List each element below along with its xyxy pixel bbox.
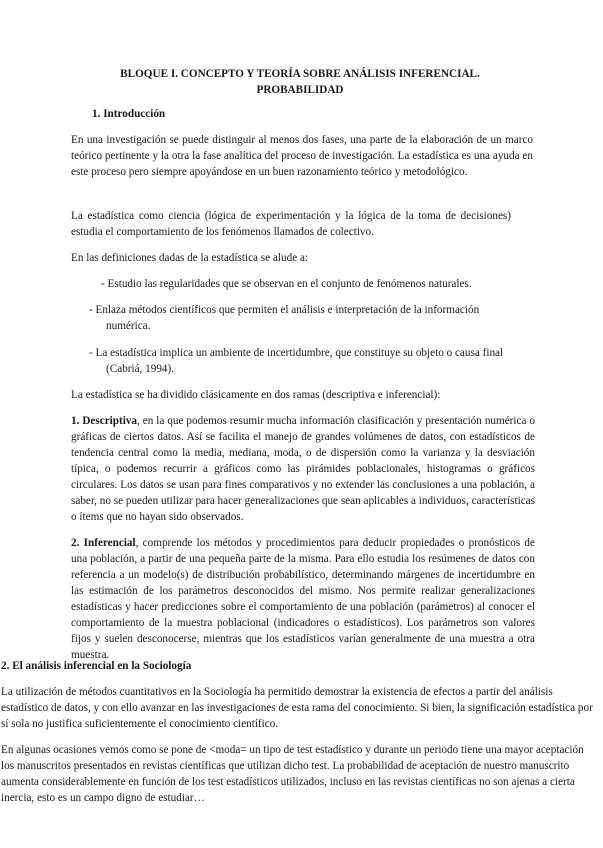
sociology-paragraph-1: La utilización de métodos cuantitativos en la Sociología ha permitido demostrar la existencia de efectos a partir del análisis estadístico de datos, y con ello avanzar en las investigaciones de esta rama del conocimiento. Si bien, la significación estadística por sí sola no justifica suficientemente el conocimiento científico. (1, 686, 593, 730)
branches-paragraph: La estadística se ha dividido clásicamente en dos ramas (descriptiva e inferencial): (71, 389, 441, 401)
definition-bullet-2 (89, 302, 529, 334)
definition-bullet-2-line-1: - Enlaza métodos científicos que permiten el análisis e interpretación de la información (89, 304, 480, 316)
definition-bullet-1: - Estudio las regularidades que se observan en el conjunto de fenómenos naturales. (101, 278, 472, 290)
definition-bullet-3 (89, 345, 539, 377)
sociology-paragraph-2: En algunas ocasiones vemos como se pone de <moda= un tipo de test estadístico y durante un periodo tiene una mayor aceptación los manuscritos presentados en revistas científicas que utilizan dicho test. La probabilidad de aceptación de nuestro manuscrito aumenta considerablemente en función de los test estadísticos utilizados, incluso en las revistas científicas no son ajenas a cierta inercia, esto es un campo digno de estudiar… (1, 744, 584, 804)
inferencial-text: , comprende los métodos y procedimientos para deducir propiedades o pronósticos de una población, a partir de una pequeña parte de la misma. Para ello estudia los resúmenes de datos con referencia a un modelo(s) de distribución probabilístico, determinando márgenes de incertidumbre en las estimación de los parámetros desconocidos del mismo. Nos permite realizar generalizaciones estadísticas y hacer predicciones sobre el comportamiento de una población (parámetros) al conocer el comportamiento de la muestra poblacional (indicadores o estadísticos). Los parámetros son valores fijos y suelen desconocerse, mientras que los estadísticos varían generalmente de una muestra a otra muestra. (71, 537, 535, 661)
intro-paragraph-1: En una investigación se puede distinguir al menos dos fases, una parte de la elaboración de un marco teórico pertinente y la otra la fase analítica del proceso de investigación. La estadística es una ayuda en este proceso pero siempre apoyándose en un buen razonamiento teórico y metodológico. (71, 134, 533, 178)
descriptiva-paragraph (71, 413, 535, 525)
inferencial-paragraph (71, 535, 535, 663)
descriptiva-label: 1. Descriptiva (71, 415, 138, 427)
section-2-heading: 2. El análisis inferencial en la Sociología (1, 660, 192, 672)
inferencial-label: 2. Inferencial (71, 537, 136, 549)
intro-paragraph-3: En las definiciones dadas de la estadística se alude a: (71, 252, 309, 264)
definition-bullet-3-line-1: - La estadística implica un ambiente de incertidumbre, que constituye su objeto o causa final (89, 347, 504, 359)
definition-bullet-2-line-2: numérica. (106, 320, 151, 332)
intro-paragraph-2: La estadística como ciencia (lógica de experimentación y la lógica de la toma de decisiones) estudia el comportamiento de los fenómenos llamados de colectivo. (71, 210, 511, 238)
document-title (60, 66, 540, 98)
section-1-heading: 1. Introducción (92, 108, 166, 120)
definition-bullet-3-line-2: (Cabriá, 1994). (106, 363, 175, 375)
title-line-1: BLOQUE I. CONCEPTO Y TEORÍA SOBRE ANÁLISIS INFERENCIAL. (120, 68, 480, 80)
descriptiva-text: , en la que podemos resumir mucha información clasificación y presentación numérica o gráficas de ciertos datos. Así se facilita el manejo de grandes volúmenes de datos, con estadísticos de tendencia central como la media, mediana, moda, o de dispersión como la varianza y la desviación típica, o podemos recurrir a gráficos como las pirámides poblacionales, histogramas o gráficos circulares. Los datos se usan para fines comparativos y no extender las conclusiones a una población, a saber, no se pueden utilizar para hacer generalizaciones que sean aplicables a individuos, características o ítems que no hayan sido observados. (71, 415, 535, 523)
title-line-2: PROBABILIDAD (256, 84, 344, 96)
